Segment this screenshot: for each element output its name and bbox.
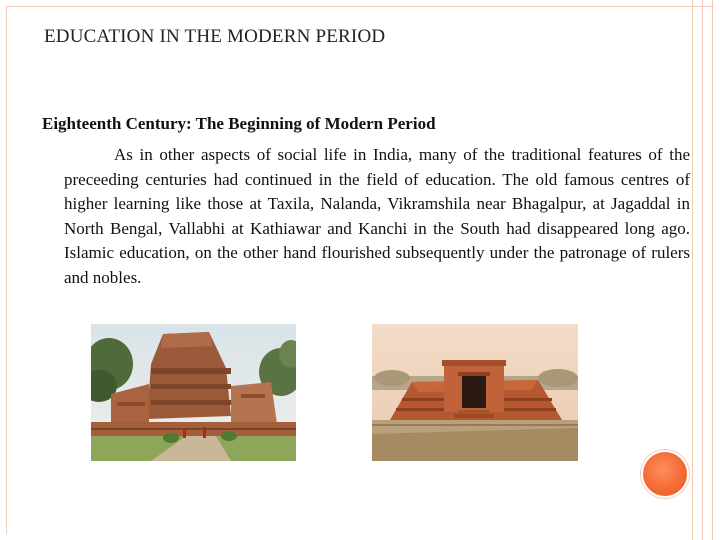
nalanda-ruins-photo — [91, 324, 296, 461]
body-paragraph: As in other aspects of social life in India, many of the traditional features of the preceeding centuries had continued in the field of education. The old famous centres of higher learning like those at Taxila, Nalanda, Vikramshila near Bhagalpur, at Jagaddal in North Bengal, Vallabhi at Kathiawar and Kanchi in the South had disappeared long ago. Islamic education, on the other hand flourished subsequently under the patronage of rulers and nobles. — [64, 145, 690, 287]
vikramshila-ruins-illustration — [372, 324, 578, 461]
decorative-orange-circle — [641, 450, 689, 498]
nalanda-ruins-illustration — [91, 324, 296, 461]
decorative-top-line — [6, 6, 714, 7]
section-heading: Eighteenth Century: The Beginning of Modern Period — [42, 114, 436, 133]
decorative-right-line — [712, 0, 713, 540]
decorative-right-line — [692, 0, 693, 540]
decorative-right-line — [702, 0, 703, 540]
decorative-left-line — [6, 6, 7, 534]
slide-title: EDUCATION IN THE MODERN PERIOD — [44, 26, 386, 47]
vikramshila-ruins-photo — [372, 324, 578, 461]
